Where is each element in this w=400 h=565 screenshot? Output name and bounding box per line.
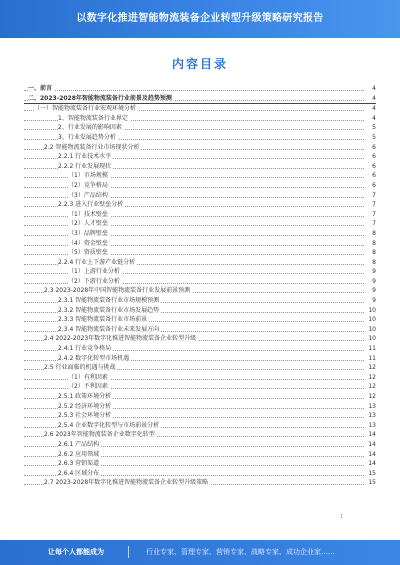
toc-entry[interactable]	[24, 440, 376, 450]
toc-entry-title: （2）人才壁垒	[68, 220, 108, 228]
toc-entry[interactable]	[24, 478, 376, 488]
toc-entry-title: 2.2.4 行业上下游产业链分析	[58, 258, 136, 266]
toc-entry[interactable]	[24, 354, 376, 364]
toc-entry[interactable]	[24, 334, 376, 344]
toc-entry-page: 5	[372, 133, 376, 141]
toc-entry-page: 12	[368, 383, 376, 391]
toc-entry[interactable]	[24, 382, 376, 392]
toc-entry-page: 9	[372, 277, 376, 285]
toc-entry-page: 14	[368, 431, 376, 439]
toc-entry-title: （2）竞争格局	[68, 181, 108, 189]
toc-entry[interactable]	[24, 459, 376, 469]
toc-entry-title: 2.5.2 经济环境分析	[58, 402, 112, 410]
toc-entry-title: （2）下游行业分析	[68, 277, 120, 285]
toc-entry[interactable]	[24, 286, 376, 296]
toc-entry[interactable]	[24, 421, 376, 431]
toc-entry-title: 2.3.1 智能物流装备行业市场规模预测	[58, 297, 160, 305]
toc-entry[interactable]	[24, 143, 376, 153]
toc-entry[interactable]	[24, 162, 376, 172]
toc-entry[interactable]	[24, 219, 376, 229]
toc-entry-title: 2.6.2 应用领域	[58, 450, 100, 458]
toc-entry-title: 2.2.2 行业发展现状	[58, 162, 112, 170]
toc-entry[interactable]	[24, 123, 376, 133]
table-of-contents	[24, 84, 376, 488]
toc-entry-title: 2.5.1 政策环境分析	[58, 393, 112, 400]
footer-tagline: 行业专家、管理专家、营销专家、战略专家、成功企业家……	[146, 548, 335, 556]
footer-slogan: 让每个人都能成为	[48, 548, 104, 556]
toc-entry[interactable]	[24, 84, 376, 94]
toc-entry[interactable]	[24, 94, 376, 105]
toc-entry-title: 2.7 2023-2028年数字化推进智能物流装备企业转型升级策略	[44, 479, 209, 487]
toc-entry-title: 2.4 2022-2023年数字化推进智能物流装备企业转型升级	[44, 335, 197, 343]
toc-entry-page: 4	[372, 105, 376, 113]
toc-entry-page: 4	[372, 94, 376, 102]
toc-entry-page: 13	[368, 402, 376, 410]
toc-entry-page: 15	[368, 479, 376, 487]
toc-entry[interactable]	[24, 229, 376, 239]
toc-entry-title: 2.2.3 进入行业壁垒分析	[58, 201, 124, 209]
toc-entry[interactable]	[24, 402, 376, 412]
toc-entry-title: 2.6 2023年智能物流装备企业数字化转型	[44, 431, 155, 439]
toc-entry[interactable]	[24, 363, 376, 373]
toc-entry-page: 13	[368, 412, 376, 420]
toc-entry-title: 2.4.1 行业竞争格局	[58, 345, 112, 353]
toc-entry[interactable]	[24, 114, 376, 124]
toc-entry[interactable]	[24, 152, 376, 162]
toc-entry-title: 2.5 行业面临的机遇与挑战	[44, 364, 116, 372]
toc-entry[interactable]	[24, 191, 376, 201]
toc-entry-page: 13	[368, 421, 376, 429]
toc-entry-page: 14	[368, 450, 376, 458]
header-banner	[0, 0, 400, 38]
toc-entry[interactable]	[24, 296, 376, 306]
toc-entry-page: 6	[372, 143, 376, 151]
toc-entry-page: 9	[372, 297, 376, 305]
toc-entry-title: （4）资金壁垒	[68, 239, 108, 247]
toc-entry[interactable]	[24, 210, 376, 220]
toc-entry-page: 7	[372, 201, 376, 209]
toc-entry-title: 2、行业发展的影响因素	[58, 124, 122, 132]
toc-entry-title: 2.5.3 社会环境分析	[58, 412, 112, 420]
toc-entry-page: 8	[372, 229, 376, 237]
page-number: 1	[340, 514, 344, 520]
toc-entry-title: 2.4.2 数字化转型市场机遇	[58, 354, 130, 362]
toc-entry-title: 2.3.3 智能物流装备行业市场前景	[58, 316, 148, 324]
toc-entry-title: （3）产品结构	[68, 191, 108, 199]
toc-entry-title: （1）市场规模	[68, 172, 108, 180]
toc-entry-page: 5	[372, 124, 376, 132]
toc-entry-title: （1）上游行业分析	[68, 268, 120, 276]
toc-entry-title: （3）品牌壁垒	[68, 229, 108, 237]
toc-entry-page: 7	[372, 220, 376, 228]
toc-entry-title: （1）有利因素	[68, 373, 108, 381]
toc-entry-title: 2.5.4 企业数字化转型与市场前景分析	[58, 421, 160, 429]
toc-entry-page: 10	[368, 325, 376, 333]
toc-entry-title: 1、智能物流装备行业界定	[58, 114, 128, 122]
toc-entry-page: 8	[372, 249, 376, 257]
toc-entry[interactable]	[24, 267, 376, 277]
toc-entry-page: 11	[368, 354, 376, 362]
toc-entry[interactable]	[24, 344, 376, 354]
toc-entry-title: （一）智能物流装备行业宏观环境分析	[34, 105, 137, 113]
toc-entry-page: 8	[372, 239, 376, 247]
toc-entry-title: 2.3.4 智能物流装备行业未来发展方向	[58, 325, 160, 333]
toc-entry[interactable]	[24, 325, 376, 335]
toc-entry-page: 9	[372, 287, 376, 295]
report-title: 以数字化推进智能物流装备企业转型升级策略研究报告	[76, 13, 324, 24]
toc-entry-page: 8	[372, 258, 376, 266]
toc-entry-page: 4	[372, 85, 376, 92]
toc-entry-page: 6	[372, 162, 376, 170]
toc-entry-title: （2）不利因素	[68, 383, 108, 391]
toc-entry[interactable]	[24, 306, 376, 316]
toc-entry-title: 2.6.3 营销渠道	[58, 460, 100, 468]
toc-entry-page: 14	[368, 440, 376, 448]
toc-entry[interactable]	[24, 392, 376, 402]
toc-entry-page: 15	[368, 469, 376, 477]
toc-entry[interactable]	[24, 181, 376, 191]
toc-entry-page: 9	[372, 268, 376, 276]
toc-entry-title: （5）资质壁垒	[68, 249, 108, 257]
toc-entry-title: 2.6.1 产品结构	[58, 440, 100, 448]
toc-entry[interactable]	[24, 258, 376, 268]
toc-entry-page: 12	[368, 393, 376, 400]
toc-entry-title: 2.2.1 行业技术水平	[58, 153, 112, 161]
toc-entry-page: 7	[372, 191, 376, 199]
toc-entry[interactable]	[24, 248, 376, 258]
toc-entry[interactable]	[24, 430, 376, 440]
footer-divider	[128, 546, 129, 558]
toc-entry[interactable]	[24, 315, 376, 325]
toc-entry[interactable]	[24, 239, 376, 249]
footer-banner	[0, 540, 400, 565]
toc-entry-title: 2.3 2023-2028年中国智能物流装备行业发展前景预测	[44, 287, 191, 295]
toc-entry-page: 6	[372, 153, 376, 161]
toc-entry-page: 10	[368, 316, 376, 324]
toc-entry[interactable]	[24, 200, 376, 210]
toc-entry-title: 二、2023-2028年智能物流装备行业前景及趋势预测	[28, 94, 172, 102]
toc-entry-page: 11	[368, 345, 376, 353]
toc-entry-title: 2.6.4 区域分布	[58, 469, 100, 477]
toc-entry-page: 6	[372, 172, 376, 180]
toc-heading: 内容目录	[171, 57, 228, 71]
toc-entry[interactable]	[24, 411, 376, 421]
toc-entry-page: 14	[368, 460, 376, 468]
toc-entry[interactable]	[24, 450, 376, 460]
toc-entry-page: 12	[368, 364, 376, 372]
toc-entry-title: 2.3.2 智能物流装备行业市场发展趋势	[58, 306, 160, 314]
toc-entry[interactable]	[24, 277, 376, 287]
toc-entry[interactable]	[24, 469, 376, 479]
toc-entry-page: 7	[372, 210, 376, 218]
toc-entry-page: 10	[368, 335, 376, 343]
toc-entry-title: 3、行业发展趋势分析	[58, 133, 116, 141]
toc-entry-title: （1）技术壁垒	[68, 210, 108, 218]
toc-leader-dots	[24, 90, 364, 91]
toc-entry-page: 10	[368, 306, 376, 314]
toc-entry[interactable]	[24, 171, 376, 181]
toc-entry-title: 一、前言	[28, 85, 53, 92]
toc-entry[interactable]	[24, 104, 376, 114]
toc-entry-page: 4	[372, 114, 376, 122]
toc-entry-page: 12	[368, 373, 376, 381]
toc-entry[interactable]	[24, 373, 376, 383]
toc-entry-title: 2.2 智能物流装备行业市场现状分析	[44, 143, 140, 151]
toc-entry[interactable]	[24, 133, 376, 143]
toc-entry-page: 6	[372, 181, 376, 189]
